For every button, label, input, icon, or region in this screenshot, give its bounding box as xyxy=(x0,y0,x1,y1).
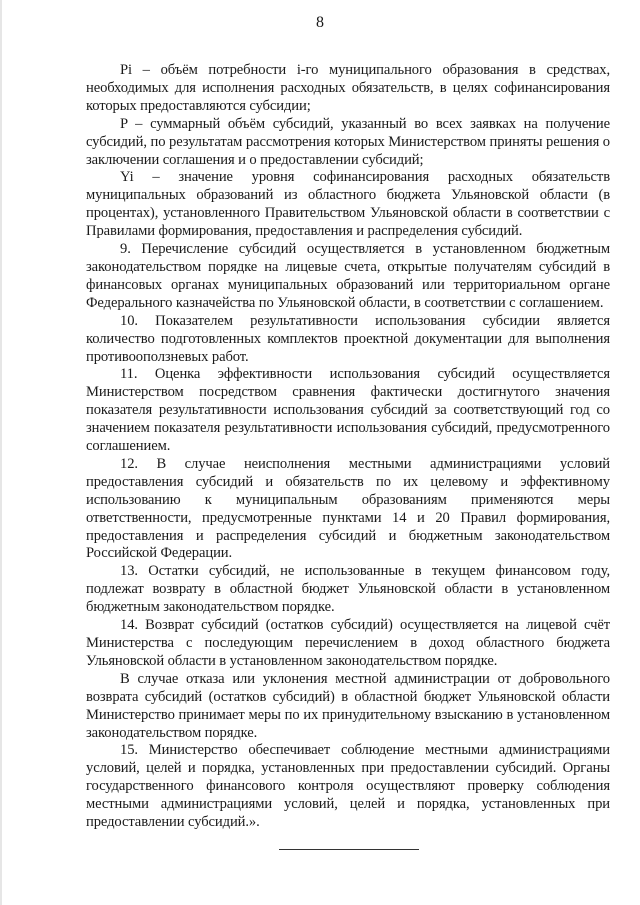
paragraph-item-10: 10. Показателем результативности использования субсидии является количество подготовленных комплектов проектной документации для выполнения противооползневых работ. xyxy=(86,312,610,365)
scan-edge xyxy=(0,0,2,905)
paragraph-item-12: 12. В случае неисполнения местными администрациями условий предоставления субсидий и обязательств по их целевому и эффективному использованию к муниципальным образованиям применяются меры ответственности, предусмотренные пунктами 14 и 20 Правил формирования, предоставления и распределения субсидий и бюджетным законодательством Российской Федерации. xyxy=(86,455,610,562)
paragraph-yi-definition: Yi – значение уровня софинансирования расходных обязательств муниципальных образований из областного бюджета Ульяновской области (в процентах), установленного Правительством Ульяновской области в соответствии с Правилами формирования, предоставления и распределения субсидий. xyxy=(86,169,610,240)
paragraph-item-13: 13. Остатки субсидий, не использованные в текущем финансовом году, подлежат возврату в областной бюджет Ульяновской области в установленном бюджетным законодательством порядке. xyxy=(86,563,610,616)
page-number: 8 xyxy=(316,14,324,31)
paragraph-item-14-refusal: В случае отказа или уклонения местной администрации от добровольного возврата субсидий (остатков субсидий) в областной бюджет Ульяновской области Министерство принимает меры по их принудительному взысканию в установленном законодательством порядке. xyxy=(86,670,610,741)
paragraph-item-15: 15. Министерство обеспечивает соблюдение местными администрациями условий, целей и порядка, установленных при предоставлении субсидий. Органы государственного финансового контроля осуществляют проверку соблюдения местными администрациями условий, целей и порядка, установленных при предоставлении субсидий.». xyxy=(86,742,610,831)
paragraph-pi-definition: Pi – объём потребности i-го муниципального образования в средствах, необходимых для исполнения расходных обязательств, в целях софинансирования которых предоставляются субсидии; xyxy=(86,62,610,114)
document-body xyxy=(86,62,610,832)
paragraph-item-14: 14. Возврат субсидий (остатков субсидий) осуществляется на лицевой счёт Министерства с последующим перечислением в доход областного бюджета Ульяновской области в установленном законодательством порядке. xyxy=(86,617,610,669)
paragraph-p-definition: P – суммарный объём субсидий, указанный во всех заявках на получение субсидий, по результатам рассмотрения которых Министерством приняты решения о заключении соглашения и о предоставлении субсидий; xyxy=(86,115,610,168)
end-separator-line xyxy=(279,849,419,850)
paragraph-item-9: 9. Перечисление субсидий осуществляется в установленном бюджетным законодательством порядке на лицевые счета, открытые получателям субсидий в финансовых органах муниципальных образований или территориальном органе Федерального казначейства по Ульяновской области, в соответствии с соглашением. xyxy=(86,241,610,311)
paragraph-item-11: 11. Оценка эффективности использования субсидий осуществляется Министерством посредством сравнения фактически достигнутого значения показателя результативности использования субсидий за соответствующий год со значением показателя результативности использования субсидий, предусмотренного соглашением. xyxy=(86,366,610,455)
